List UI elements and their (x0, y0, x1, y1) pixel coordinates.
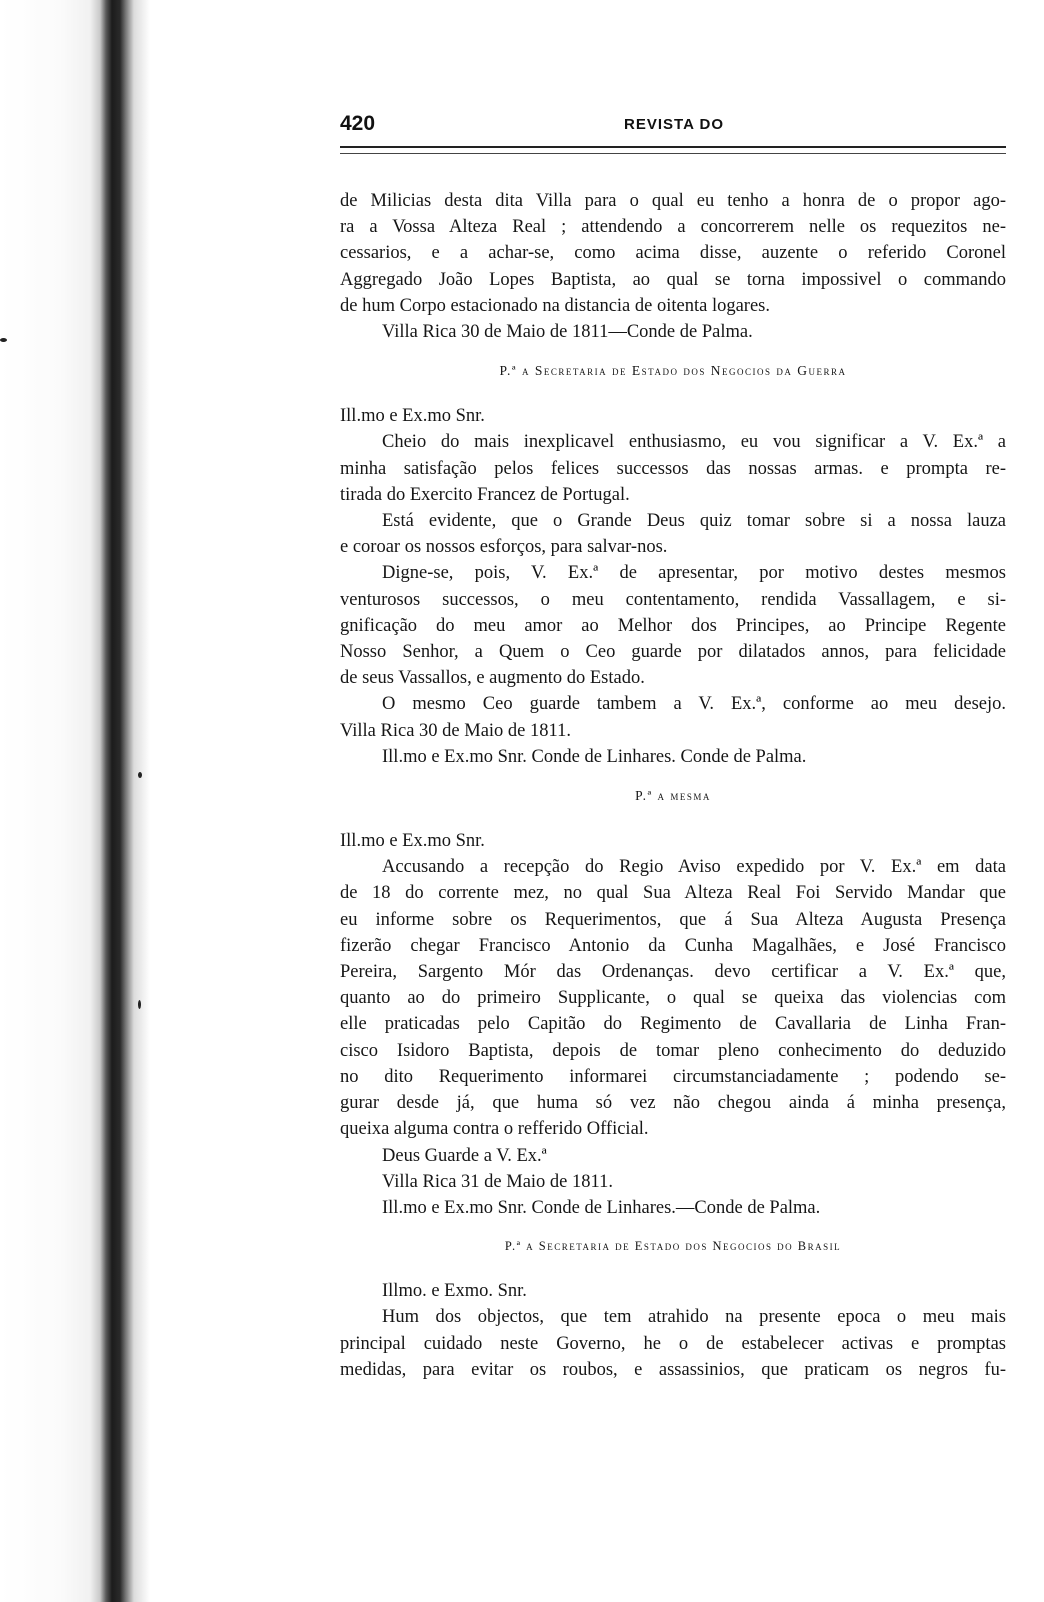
text-line: minha satisfação pelos felices successos das nossas armas. e prompta re- (340, 458, 1006, 479)
text-line: queixa alguma contra o refferido Official. (340, 1119, 649, 1140)
letter-war-ministry (340, 363, 1006, 770)
text-line: cisco Isidoro Baptista, depois de tomar pleno conhecimento do deduzido (340, 1040, 1006, 1061)
signature-line: Ill.mo e Ex.mo Snr. Conde de Linhares.—Conde de Palma. (382, 1197, 821, 1218)
text-line: fizerão chegar Francisco Antonio da Cunha Magalhães, e José Francisco (340, 935, 1006, 956)
spine-speck (138, 1000, 141, 1009)
book-page (340, 112, 1006, 1383)
page-header (340, 112, 1006, 146)
spine-speck (138, 772, 142, 778)
text-line: de 18 do corrente mez, no qual Sua Alteza Real Foi Servido Mandar que (340, 883, 1006, 904)
text-line: medidas, para evitar os roubos, e assassinios, que praticam os negros fu- (340, 1359, 1006, 1380)
salutation: Illmo. e Exmo. Snr. (382, 1281, 527, 1302)
text-line: Aggregado João Lopes Baptista, ao qual se torna impossivel o commando (340, 269, 1006, 290)
closing-line: Deus Guarde a V. Ex.ª (382, 1145, 547, 1166)
spine-speck (0, 338, 7, 342)
text-line: principal cuidado neste Governo, he o de estabelecer activas e promptas (340, 1333, 1006, 1354)
header-rule (340, 146, 1006, 154)
text-line: Está evidente, que o Grande Deus quiz tomar sobre si a nossa lauza (382, 511, 1006, 532)
text-line: no dito Requerimento informarei circumstanciadamente ; podendo se- (340, 1066, 1006, 1087)
text-line: quanto ao do primeiro Supplicante, o qual se queixa das violencias com (340, 988, 1006, 1009)
text-line: de seus Vassallos, e augmento do Estado. (340, 668, 645, 689)
dateline: Villa Rica 31 de Maio de 1811. (382, 1171, 613, 1192)
text-line: Digne-se, pois, V. Ex.ª de apresentar, por motivo destes mesmos (382, 563, 1006, 584)
text-line: e coroar os nossos esforços, para salvar-nos. (340, 537, 668, 558)
text-line: O mesmo Ceo guarde tambem a V. Ex.ª, conforme ao meu desejo. (382, 694, 1006, 715)
salutation: Ill.mo e Ex.mo Snr. (340, 831, 485, 852)
text-line: Hum dos objectos, que tem atrahido na presente epoca o meu mais (382, 1307, 1006, 1328)
text-line: Pereira, Sargento Mór das Ordenanças. devo certificar a V. Ex.ª que, (340, 962, 1006, 983)
dateline: Villa Rica 30 de Maio de 1811. (340, 720, 571, 741)
continued-text (340, 188, 1006, 345)
text-line: venturosos successos, o meu contentamento, rendida Vassallagem, e si- (340, 589, 1006, 610)
text-line: cessarios, e a achar-se, como acima disse, auzente o referido Coronel (340, 243, 1006, 264)
running-head: REVISTA DO (624, 116, 725, 133)
letter-heading: P.ª a Secretaria de Estado dos Negocios da Guerra (499, 363, 847, 379)
text-line: de Milicias desta dita Villa para o qual eu tenho a honra de o propor ago- (340, 191, 1006, 211)
signature-line: Ill.mo e Ex.mo Snr. Conde de Linhares. Conde de Palma. (382, 746, 807, 767)
page-number: 420 (340, 112, 376, 135)
text-line: ra a Vossa Alteza Real ; attendendo a concorrerem nelle os requezitos ne- (340, 217, 1006, 238)
text-line: de hum Corpo estacionado na distancia de oitenta logares. (340, 295, 770, 316)
text-line: gnificação do meu amor ao Melhor dos Principes, ao Principe Regente (340, 615, 1006, 636)
text-line: Accusando a recepção do Regio Aviso expedido por V. Ex.ª em data (382, 857, 1006, 878)
letter-heading: P.ª a mesma (635, 788, 711, 804)
text-line: tirada do Exercito Francez de Portugal. (340, 484, 630, 505)
text-line: Cheio do mais inexplicavel enthusiasmo, eu vou significar a V. Ex.ª a (382, 432, 1006, 453)
letter-same-ministry (340, 788, 1006, 1221)
text-line: elle praticadas pelo Capitão do Regimento de Cavallaria de Linha Fran- (340, 1014, 1006, 1035)
salutation: Ill.mo e Ex.mo Snr. (340, 406, 485, 427)
text-line: Nosso Senhor, a Quem o Ceo guarde por dilatados annos, para felicidade (340, 642, 1006, 663)
book-spine-shadow (0, 0, 150, 1602)
letter-brazil-ministry (340, 1239, 1006, 1383)
text-line: eu informe sobre os Requerimentos, que á Sua Alteza Augusta Presença (340, 909, 1006, 930)
dateline: Villa Rica 30 de Maio de 1811—Conde de Palma. (382, 322, 753, 343)
letter-heading: P.ª a Secretaria de Estado dos Negocios do Brasil (504, 1239, 842, 1254)
text-line: gurar desde já, que huma só vez não chegou ainda á minha presença, (340, 1093, 1006, 1114)
